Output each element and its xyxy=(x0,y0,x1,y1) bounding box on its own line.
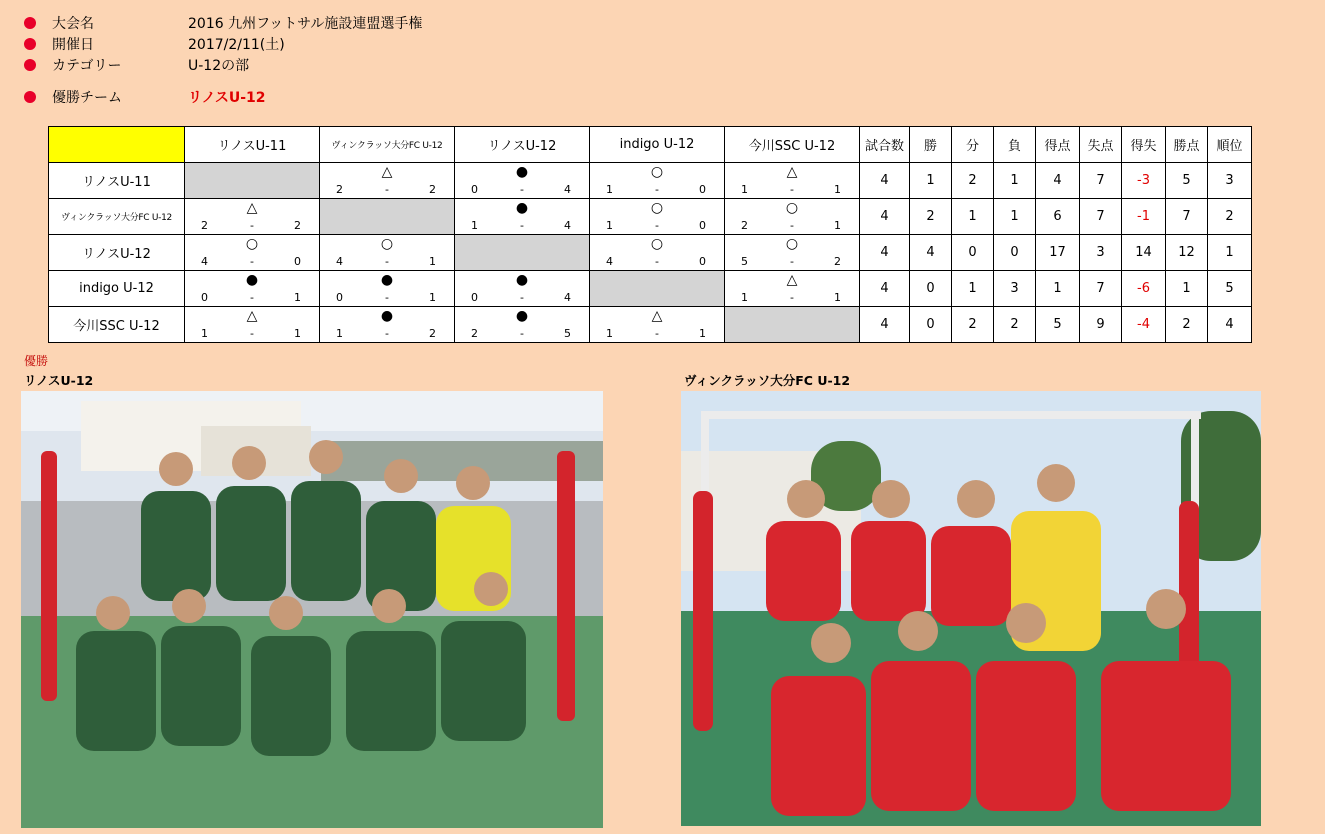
score-dash: - xyxy=(520,183,524,196)
result-symbol: ● xyxy=(515,200,529,216)
result-symbol: ● xyxy=(245,272,259,288)
winner-tag: 優勝 xyxy=(24,354,49,368)
stat-cell: 17 xyxy=(1036,235,1080,271)
stat-cell: -3 xyxy=(1122,163,1166,199)
score-own: 1 xyxy=(741,183,748,196)
match-result-cell xyxy=(590,163,725,199)
corner-cell xyxy=(49,127,185,163)
stat-cell: 3 xyxy=(994,271,1036,307)
winner-value: リノスU-12 xyxy=(188,90,266,106)
self-match-cell xyxy=(320,199,455,235)
score-opp: 2 xyxy=(429,327,436,340)
result-symbol: ○ xyxy=(785,236,799,252)
stat-cell: 2 xyxy=(1208,199,1252,235)
winner-label: 優勝チーム xyxy=(52,90,122,106)
stat-cell: 1 xyxy=(1036,271,1080,307)
score-own: 1 xyxy=(606,183,613,196)
col-head-stat: 試合数 xyxy=(860,127,910,163)
stat-cell: 2 xyxy=(1166,307,1208,343)
score-dash: - xyxy=(250,219,254,232)
match-score xyxy=(590,183,724,197)
score-dash: - xyxy=(655,219,659,232)
score-dash: - xyxy=(385,327,389,340)
score-dash: - xyxy=(790,219,794,232)
col-head-team: リノスU-12 xyxy=(455,127,590,163)
stat-cell: 2 xyxy=(952,307,994,343)
row-head-team: リノスU-12 xyxy=(49,235,185,271)
score-opp: 5 xyxy=(564,327,571,340)
score-opp: 0 xyxy=(294,255,301,268)
score-own: 1 xyxy=(336,327,343,340)
stat-cell: 4 xyxy=(860,307,910,343)
stat-cell: 4 xyxy=(1208,307,1252,343)
tournament-label: 大会名 xyxy=(52,16,94,32)
result-symbol: △ xyxy=(651,308,663,324)
score-opp: 1 xyxy=(834,291,841,304)
col-head-stat: 勝 xyxy=(910,127,952,163)
info-tournament xyxy=(24,14,422,32)
stat-cell: 4 xyxy=(860,235,910,271)
col-head-team: ヴィンクラッソ大分FC U-12 xyxy=(320,127,455,163)
team-photo-right xyxy=(681,391,1261,826)
table-row xyxy=(49,163,1252,199)
team-photo-left xyxy=(21,391,603,828)
stat-cell: 4 xyxy=(860,271,910,307)
score-dash: - xyxy=(250,255,254,268)
col-head-stat: 分 xyxy=(952,127,994,163)
stat-cell: 1 xyxy=(952,199,994,235)
result-symbol: △ xyxy=(786,164,798,180)
row-head-team: 今川SSC U-12 xyxy=(49,307,185,343)
score-dash: - xyxy=(520,291,524,304)
match-result-cell xyxy=(455,307,590,343)
row-head-team: リノスU-11 xyxy=(49,163,185,199)
result-symbol: ● xyxy=(515,272,529,288)
stat-cell: 3 xyxy=(1208,163,1252,199)
stat-cell: -1 xyxy=(1122,199,1166,235)
stat-cell: 1 xyxy=(910,163,952,199)
stat-cell: -6 xyxy=(1122,271,1166,307)
stat-cell: 2 xyxy=(994,307,1036,343)
stat-cell: 4 xyxy=(860,199,910,235)
match-result-cell xyxy=(725,163,860,199)
col-head-stat: 得点 xyxy=(1036,127,1080,163)
stat-cell: 1 xyxy=(994,199,1036,235)
result-symbol: △ xyxy=(246,308,258,324)
stat-cell: 1 xyxy=(952,271,994,307)
score-dash: - xyxy=(520,327,524,340)
score-opp: 2 xyxy=(834,255,841,268)
score-dash: - xyxy=(250,327,254,340)
score-opp: 4 xyxy=(564,183,571,196)
score-dash: - xyxy=(790,255,794,268)
match-score xyxy=(320,327,454,341)
score-opp: 1 xyxy=(699,327,706,340)
self-match-cell xyxy=(725,307,860,343)
score-opp: 2 xyxy=(429,183,436,196)
match-result-cell xyxy=(590,307,725,343)
right-photo-caption: ヴィンクラッソ大分FC U-12 xyxy=(684,373,851,388)
match-score xyxy=(320,255,454,269)
stat-cell: 3 xyxy=(1080,235,1122,271)
row-head-team: ヴィンクラッソ大分FC U-12 xyxy=(49,199,185,235)
result-symbol: ○ xyxy=(245,236,259,252)
stat-cell: 1 xyxy=(1208,235,1252,271)
match-result-cell xyxy=(185,271,320,307)
result-symbol: △ xyxy=(786,272,798,288)
score-opp: 1 xyxy=(429,255,436,268)
bullet-icon xyxy=(24,17,36,29)
stat-cell: 0 xyxy=(994,235,1036,271)
match-result-cell xyxy=(185,307,320,343)
stat-cell: 0 xyxy=(910,271,952,307)
score-opp: 4 xyxy=(564,219,571,232)
match-score xyxy=(185,255,319,269)
stat-cell: 7 xyxy=(1080,199,1122,235)
match-score xyxy=(320,291,454,305)
stat-cell: 0 xyxy=(952,235,994,271)
col-head-stat: 負 xyxy=(994,127,1036,163)
table-header-row xyxy=(49,127,1252,163)
info-category xyxy=(24,56,249,74)
result-symbol: ○ xyxy=(785,200,799,216)
stat-cell: 1 xyxy=(994,163,1036,199)
match-score xyxy=(590,327,724,341)
result-symbol: ○ xyxy=(650,200,664,216)
stat-cell: 1 xyxy=(1166,271,1208,307)
self-match-cell xyxy=(590,271,725,307)
score-own: 5 xyxy=(741,255,748,268)
score-own: 0 xyxy=(471,291,478,304)
match-result-cell xyxy=(725,235,860,271)
score-own: 0 xyxy=(336,291,343,304)
stat-cell: 7 xyxy=(1080,163,1122,199)
score-opp: 0 xyxy=(699,183,706,196)
score-own: 1 xyxy=(606,327,613,340)
bullet-icon xyxy=(24,91,36,103)
match-result-cell xyxy=(455,271,590,307)
score-own: 1 xyxy=(201,327,208,340)
stat-cell: 4 xyxy=(860,163,910,199)
score-opp: 1 xyxy=(294,327,301,340)
score-dash: - xyxy=(250,291,254,304)
self-match-cell xyxy=(185,163,320,199)
score-dash: - xyxy=(520,219,524,232)
score-dash: - xyxy=(385,183,389,196)
stat-cell: 5 xyxy=(1208,271,1252,307)
score-dash: - xyxy=(385,255,389,268)
score-opp: 2 xyxy=(294,219,301,232)
self-match-cell xyxy=(455,235,590,271)
stat-cell: 4 xyxy=(910,235,952,271)
result-symbol: △ xyxy=(381,164,393,180)
info-date xyxy=(24,35,285,53)
match-score xyxy=(185,219,319,233)
table-row xyxy=(49,271,1252,307)
score-own: 2 xyxy=(201,219,208,232)
info-winner xyxy=(24,88,266,106)
score-own: 0 xyxy=(201,291,208,304)
score-own: 1 xyxy=(606,219,613,232)
score-own: 1 xyxy=(741,291,748,304)
score-own: 1 xyxy=(471,219,478,232)
score-opp: 1 xyxy=(429,291,436,304)
bullet-icon xyxy=(24,59,36,71)
stat-cell: 7 xyxy=(1080,271,1122,307)
match-result-cell xyxy=(185,199,320,235)
match-result-cell xyxy=(455,199,590,235)
score-own: 4 xyxy=(201,255,208,268)
stat-cell: -4 xyxy=(1122,307,1166,343)
score-dash: - xyxy=(385,291,389,304)
left-photo-caption: リノスU-12 xyxy=(24,373,94,388)
stat-cell: 5 xyxy=(1036,307,1080,343)
table-row xyxy=(49,307,1252,343)
league-table xyxy=(48,126,1252,343)
score-own: 2 xyxy=(471,327,478,340)
match-score xyxy=(725,255,859,269)
match-result-cell xyxy=(320,307,455,343)
score-opp: 0 xyxy=(699,255,706,268)
col-head-stat: 順位 xyxy=(1208,127,1252,163)
score-opp: 1 xyxy=(294,291,301,304)
stat-cell: 6 xyxy=(1036,199,1080,235)
result-symbol: ○ xyxy=(650,236,664,252)
stat-cell: 14 xyxy=(1122,235,1166,271)
score-dash: - xyxy=(655,255,659,268)
match-result-cell xyxy=(590,199,725,235)
category-value: U-12の部 xyxy=(188,58,250,74)
score-own: 4 xyxy=(606,255,613,268)
score-own: 0 xyxy=(471,183,478,196)
tournament-value: 2016 九州フットサル施設連盟選手権 xyxy=(188,16,423,32)
table-row xyxy=(49,235,1252,271)
category-label: カテゴリー xyxy=(52,58,122,74)
col-head-team: indigo U-12 xyxy=(590,127,725,163)
team-photo-right-image xyxy=(681,391,1261,826)
result-symbol: ● xyxy=(380,272,394,288)
match-score xyxy=(590,219,724,233)
match-score xyxy=(455,291,589,305)
score-opp: 4 xyxy=(564,291,571,304)
match-score xyxy=(725,183,859,197)
col-head-team: 今川SSC U-12 xyxy=(725,127,860,163)
stat-cell: 9 xyxy=(1080,307,1122,343)
score-opp: 1 xyxy=(834,219,841,232)
stat-cell: 0 xyxy=(910,307,952,343)
match-result-cell xyxy=(725,199,860,235)
match-result-cell xyxy=(320,271,455,307)
score-dash: - xyxy=(790,183,794,196)
stat-cell: 4 xyxy=(1036,163,1080,199)
match-score xyxy=(185,291,319,305)
score-own: 4 xyxy=(336,255,343,268)
table-row xyxy=(49,199,1252,235)
score-dash: - xyxy=(655,327,659,340)
match-result-cell xyxy=(725,271,860,307)
score-dash: - xyxy=(655,183,659,196)
match-score xyxy=(320,183,454,197)
match-result-cell xyxy=(455,163,590,199)
match-score xyxy=(455,219,589,233)
stat-cell: 7 xyxy=(1166,199,1208,235)
match-score xyxy=(185,327,319,341)
score-dash: - xyxy=(790,291,794,304)
match-score xyxy=(455,183,589,197)
stat-cell: 12 xyxy=(1166,235,1208,271)
match-score xyxy=(455,327,589,341)
col-head-team: リノスU-11 xyxy=(185,127,320,163)
match-result-cell xyxy=(590,235,725,271)
col-head-stat: 勝点 xyxy=(1166,127,1208,163)
match-score xyxy=(725,291,859,305)
col-head-stat: 得失 xyxy=(1122,127,1166,163)
row-head-team: indigo U-12 xyxy=(49,271,185,307)
match-score xyxy=(725,219,859,233)
result-symbol: ● xyxy=(515,164,529,180)
date-label: 開催日 xyxy=(52,37,94,53)
result-symbol: ● xyxy=(515,308,529,324)
stat-cell: 2 xyxy=(910,199,952,235)
result-symbol: ● xyxy=(380,308,394,324)
score-own: 2 xyxy=(741,219,748,232)
match-score xyxy=(590,255,724,269)
result-symbol: △ xyxy=(246,200,258,216)
match-result-cell xyxy=(320,235,455,271)
score-opp: 0 xyxy=(699,219,706,232)
score-own: 2 xyxy=(336,183,343,196)
score-opp: 1 xyxy=(834,183,841,196)
stat-cell: 5 xyxy=(1166,163,1208,199)
stat-cell: 2 xyxy=(952,163,994,199)
result-symbol: ○ xyxy=(650,164,664,180)
team-photo-left-image xyxy=(21,391,603,828)
result-symbol: ○ xyxy=(380,236,394,252)
date-value: 2017/2/11(土) xyxy=(188,37,285,53)
match-result-cell xyxy=(320,163,455,199)
col-head-stat: 失点 xyxy=(1080,127,1122,163)
bullet-icon xyxy=(24,38,36,50)
match-result-cell xyxy=(185,235,320,271)
